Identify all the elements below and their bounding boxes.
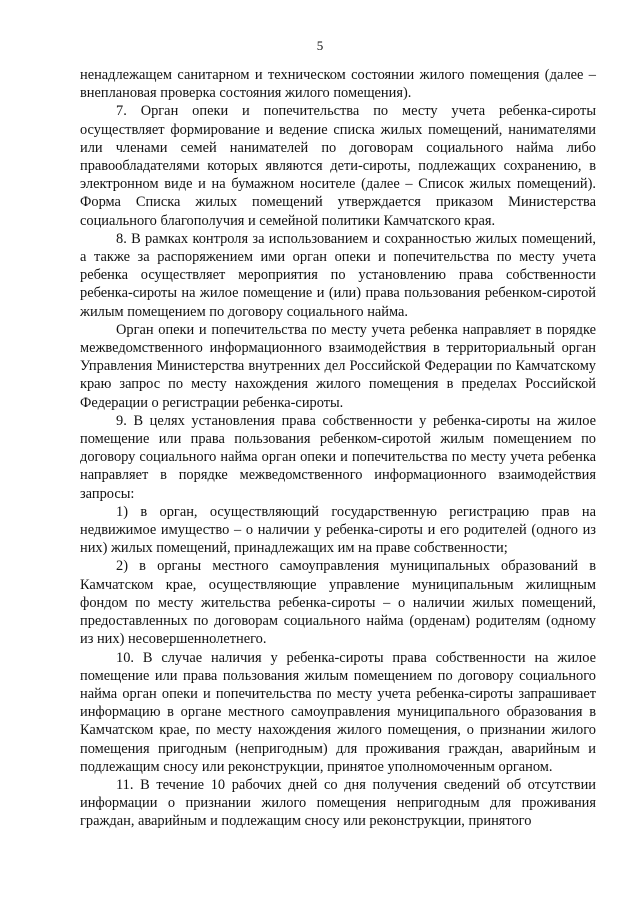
page-number: 5 [316,38,324,53]
paragraph-item-11: 11. В течение 10 рабочих дней со дня получения сведений об отсутствии информации о признании жилого помещения непригодным для проживания граждан, аварийным и подлежащим сносу или реконструкции, принятого [80,776,596,830]
paragraph-item-7: 7. Орган опеки и попечительства по месту учета ребенка-сироты осуществляет формирование и ведение списка жилых помещений, нанимателями или членами семей нанимателей по договорам социального найма либо правообладателями которых являются дети-сироты, подлежащих сохранению, в электронном виде и на бумажном носителе (далее – Список жилых помещений). Форма Списка жилых помещений утверждается приказом Министерства социального благополучия и семейной политики Камчатского края. [80,103,596,229]
paragraph-item-9-sub-1: 1) в орган, осуществляющий государственную регистрацию прав на недвижимое имущество – о наличии у ребенка-сироты и его родителей (одного из них) жилых помещений, принадлежащих им на праве собственности; [80,503,596,557]
paragraph-item-10: 10. В случае наличия у ребенка-сироты права собственности на жилое помещение или права пользования жилым помещением по договору социального найма орган опеки и попечительства по месту учета ребенка-сироты запрашивает информацию в органе местного самоуправления муниципального образования в Камчатском крае, по месту нахождения жилого помещения, о признании жилого помещения пригодным (непригодным) для проживания граждан, аварийным и подлежащим сносу или реконструкции, принятое уполномоченным органом. [80,649,596,775]
paragraph-continuation: ненадлежащем санитарном и техническом состоянии жилого помещения (далее – внеплановая проверка состояния жилого помещения). [80,67,596,102]
paragraph-item-8: 8. В рамках контроля за использованием и сохранностью жилых помещений, а также за распоряжением ими орган опеки и попечительства по месту учета ребенка осуществляет мероприятия по установлению права собственности ребенка-сироты на жилое помещение и (или) права пользования ребенком-сиротой жилым помещением по договору социального найма. [80,230,596,320]
paragraph-item-9: 9. В целях установления права собственности у ребенка-сироты на жилое помещение или права пользования ребенком-сиротой жилым помещением по договору социального найма орган опеки и попечительства по месту учета ребенка направляет в порядке межведомственного информационного взаимодействия запросы: [80,412,596,502]
paragraph-item-8-request: Орган опеки и попечительства по месту учета ребенка направляет в порядке межведомственного информационного взаимодействия в территориальный орган Управления Министерства внутренних дел Российской Федерации по Камчатскому краю запрос по месту нахождения жилого помещения в пределах Российской Федерации о регистрации ребенка-сироты. [80,321,596,411]
paragraph-item-9-sub-2: 2) в органы местного самоуправления муниципальных образований в Камчатском крае, осуществляющие управление муниципальным жилищным фондом по месту жительства ребенка-сироты – о наличии жилых помещений, предоставленных по договорам социального найма (орденам) родителям (одному из них) несовершеннолетнего. [80,558,596,648]
document-body [80,66,596,831]
